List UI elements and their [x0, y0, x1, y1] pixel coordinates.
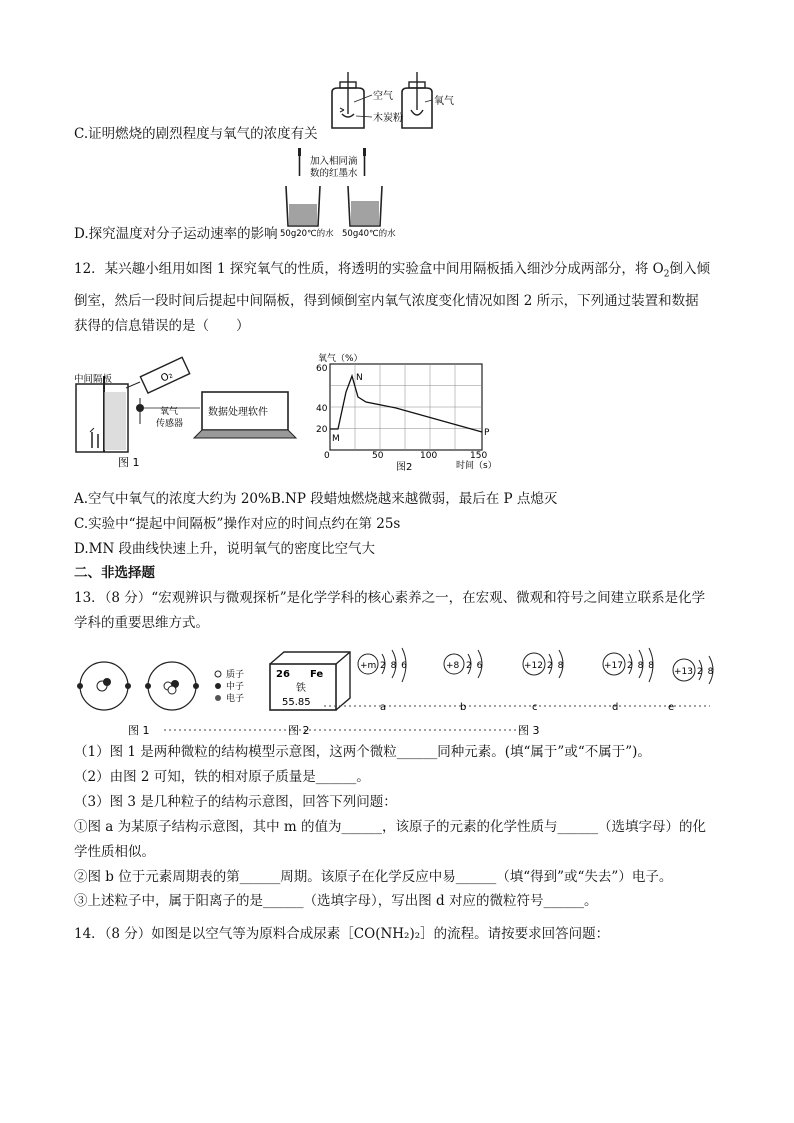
letter-a: a — [380, 702, 387, 713]
fig1-sensor-label-2: 传感器 — [156, 419, 184, 429]
q11-c-charcoal-label: 木炭粉 — [373, 113, 403, 124]
q12-option-a: A.空气中氧气的浓度大约为 20%B.NP 段蜡烛燃烧越来越微弱，最后在 P 点熄灭 — [74, 491, 558, 507]
q12-stem-part-b: 倒入倾 — [669, 261, 710, 277]
legend-neutron: 中子 — [226, 682, 245, 692]
fig1-o2-label: O₂ — [159, 369, 175, 385]
caption-fig3: 图 3 — [518, 724, 540, 737]
q11-d-beaker2: 50g40℃的水 — [342, 229, 396, 238]
fig2-xtick-100: 100 — [420, 451, 438, 461]
atom-d-shells: 2 8 8 — [627, 661, 655, 671]
fig2-ytick-20: 20 — [316, 425, 328, 435]
q13-part3-2: ②图 b 位于元素周期表的第______周期。该原子在化学反应中易______（填“得到”或“失去”）电子。 — [74, 869, 673, 885]
atom-b — [444, 650, 483, 678]
fig2-caption: 图2 — [396, 462, 413, 473]
atom-b-nucleus: +8 — [446, 661, 460, 671]
q11-c-oxygen-label: 氧气 — [434, 96, 454, 107]
fig2-point-m: M — [332, 434, 340, 444]
caption-fig2: 图 2 — [288, 724, 310, 737]
fig1-board-label: 中间隔板 — [74, 374, 113, 385]
q13-stem-line1: 13．（8 分）“宏观辨识与微观探析”是化学学科的核心素养之一，在宏观、微观和符号之间建立联系是化学 — [74, 590, 706, 606]
fig2-xtick-50: 50 — [372, 451, 384, 461]
q13-part3-1a: ①图 a 为某原子结构示意图，其中 m 的值为______，该原子的元素的化学性质与______（选填字母）的化 — [74, 819, 707, 835]
letter-d: d — [612, 702, 619, 713]
atom-a — [358, 648, 408, 682]
q11-d-label-1: 加入相同滴 — [310, 156, 358, 167]
q12-stem-sub: 2 — [663, 269, 670, 280]
q11-c-figure — [318, 70, 468, 132]
atom-e-nucleus: +13 — [674, 667, 693, 677]
q11-d-beaker1: 50g20℃的水 — [280, 229, 334, 238]
atom-b-shells: 2 6 — [466, 661, 484, 671]
atom-d-nucleus: +17 — [604, 661, 623, 671]
q12-stem-line2: 倒室，然后一段时间后提起中间隔板，得到倾倒室内氧气浓度变化情况如图 2 所示，下列通过装置和数据 — [74, 293, 699, 309]
q11-option-d: D.探究温度对分子运动速率的影响 — [74, 226, 278, 242]
fe-number: 26 — [276, 669, 290, 680]
q13-part3-1b: 学性质相似。 — [74, 844, 155, 860]
q12-stem-line3: 获得的信息错误的是（ ） — [74, 318, 250, 334]
fig2-point-p: P — [484, 428, 490, 438]
atom-e-shells: 2 8 — [697, 667, 715, 677]
fe-mass: 55.85 — [282, 697, 311, 708]
fig1-sensor-label-1: 氧气 — [160, 407, 179, 417]
fig2-ytick-0: 0 — [324, 451, 330, 461]
fe-name: 铁 — [296, 683, 306, 694]
fig2-curve — [330, 376, 482, 432]
q11-option-c: C.证明燃烧的剧烈程度与氧气的浓度有关 — [74, 126, 318, 142]
fig2-ytick-60: 60 — [316, 364, 328, 374]
q12-figure-2 — [306, 352, 506, 474]
q12-stem-part-a: 12．某兴趣小组用如图 1 探究氧气的性质，将透明的实验盒中间用隔板插入细沙分成两部分，将 O — [74, 261, 664, 277]
q11-c-air-label: 空气 — [373, 91, 393, 102]
q12-stem-line1 — [74, 259, 710, 285]
q13-part3-3: ③上述粒子中，属于阳离子的是______（选填字母），写出图 d 对应的微粒符号______。 — [74, 893, 598, 909]
letter-e: e — [668, 702, 675, 713]
q13-part1: （1）图 1 是两种微粒的结构模型示意图，这两个微粒______同种元素。(填“属于”或“不属于”)。 — [74, 744, 651, 760]
fig1-software-label: 数据处理软件 — [208, 407, 268, 418]
fig2-xtick-150: 150 — [470, 451, 488, 461]
q12-option-c: C.实验中“提起中间隔板”操作对应的时间点约在第 25s — [74, 516, 401, 532]
atom-c — [523, 650, 564, 678]
q12-figure-1 — [70, 352, 300, 470]
q11-d-figure — [278, 146, 428, 238]
q11-d-label-2: 数的红墨水 — [310, 168, 358, 179]
atom-c-nucleus: +12 — [524, 661, 543, 671]
legend-electron: 电子 — [226, 694, 245, 704]
fig2-xlabel: 时间（s） — [456, 461, 497, 471]
atom-e — [673, 656, 714, 684]
atom-c-shells: 2 8 — [547, 661, 565, 671]
letter-c: c — [532, 702, 538, 713]
atom-d — [603, 648, 655, 682]
fig2-ytick-40: 40 — [316, 404, 328, 414]
q13-stem-line2: 学科的重要思维方式。 — [74, 615, 209, 631]
atom-a-nucleus: +m — [360, 661, 377, 671]
fe-symbol: Fe — [310, 669, 324, 680]
atom-a-shells: 2 8 6 — [380, 661, 408, 671]
q13-figures — [74, 644, 720, 740]
q13-part3: （3）图 3 是几种粒子的结构示意图，回答下列问题： — [74, 794, 397, 810]
fig2-ylabel: 氧气（%） — [318, 354, 363, 364]
q13-part2: （2）由图 2 可知，铁的相对原子质量是______。 — [74, 769, 370, 785]
letter-b: b — [460, 702, 467, 713]
fig2-point-n: N — [356, 373, 363, 383]
q14-stem: 14．（8 分）如图是以空气等为原料合成尿素［CO(NH₂)₂］的流程。请按要求回答问题： — [74, 926, 610, 942]
caption-fig1: 图 1 — [128, 724, 150, 737]
fig1-caption: 图 1 — [118, 456, 140, 469]
section-2-title: 二、非选择题 — [74, 565, 155, 581]
q12-option-d: D.MN 段曲线快速上升，说明氧气的密度比空气大 — [74, 541, 376, 557]
legend-proton: 质子 — [226, 670, 245, 680]
